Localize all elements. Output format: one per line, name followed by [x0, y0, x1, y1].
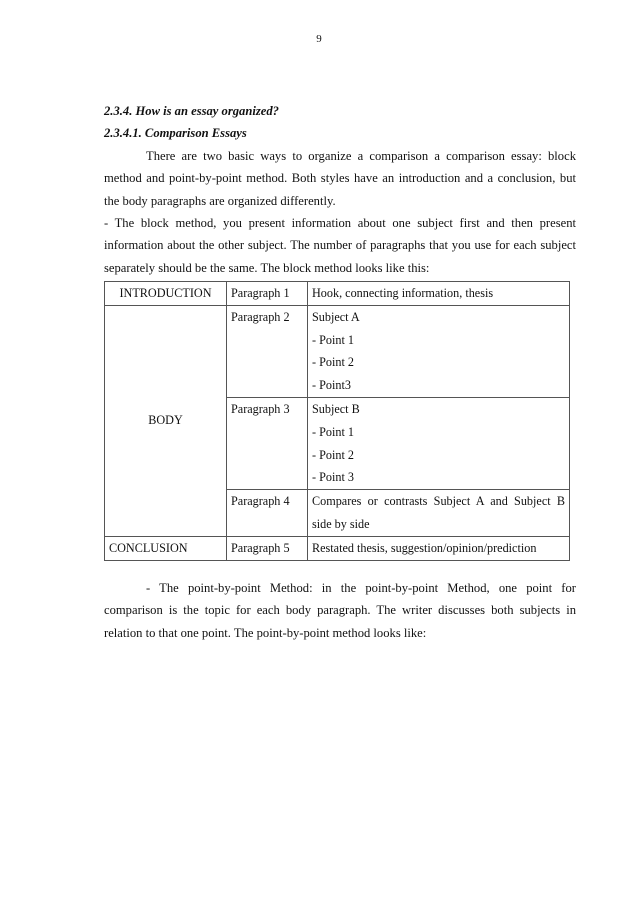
- p3-line: - Point 2: [312, 447, 354, 462]
- intro-label-cell: INTRODUCTION: [105, 282, 227, 306]
- intro-paragraph: There are two basic ways to organize a comparison a comparison essay: block method and point-by-point method. Both styles have an introduction and a conclusion, but the body paragraphs are organized differently.: [104, 149, 576, 208]
- p2-line: - Point3: [312, 378, 351, 393]
- body-label-cell: BODY: [105, 305, 227, 536]
- p3-label-cell: Paragraph 3: [227, 397, 308, 489]
- intro-desc-cell: Hook, connecting information, thesis: [308, 282, 570, 306]
- p2-line: - Point 2: [312, 355, 354, 370]
- p3-line: Subject B: [312, 401, 360, 416]
- block-method-table: [104, 281, 570, 561]
- page-number: 9: [316, 33, 322, 45]
- p3-line: - Point 3: [312, 470, 354, 485]
- p4-label-cell: Paragraph 4: [227, 490, 308, 537]
- subsection-heading: 2.3.4.1. Comparison Essays: [104, 126, 247, 140]
- conclusion-label-cell: CONCLUSION: [105, 536, 227, 560]
- conclusion-paragraph-cell: Paragraph 5: [227, 536, 308, 560]
- p2-line: Subject A: [312, 309, 360, 324]
- p3-line: - Point 1: [312, 424, 354, 439]
- section-heading: 2.3.4. How is an essay organized?: [104, 104, 279, 118]
- p2-desc-cell: [308, 305, 570, 397]
- table-row: [105, 536, 570, 560]
- p3-desc-cell: [308, 397, 570, 489]
- conclusion-desc-cell: Restated thesis, suggestion/opinion/prediction: [308, 536, 570, 560]
- intro-paragraph-cell: Paragraph 1: [227, 282, 308, 306]
- table-row: [105, 305, 570, 397]
- p4-desc-cell: Compares or contrasts Subject A and Subject B side by side: [308, 490, 570, 537]
- p2-line: - Point 1: [312, 332, 354, 347]
- table-row: [105, 282, 570, 306]
- block-method-paragraph: - The block method, you present information about one subject first and then present information about the other subject. The number of paragraphs that you use for each subject separately should be the same. The block method looks like this:: [104, 216, 576, 275]
- p2-label-cell: Paragraph 2: [227, 305, 308, 397]
- point-by-point-paragraph: - The point-by-point Method: in the point-by-point Method, one point for comparison is the topic for each body paragraph. The writer discusses both subjects in relation to that one point. The point-by-point method looks like:: [104, 581, 576, 640]
